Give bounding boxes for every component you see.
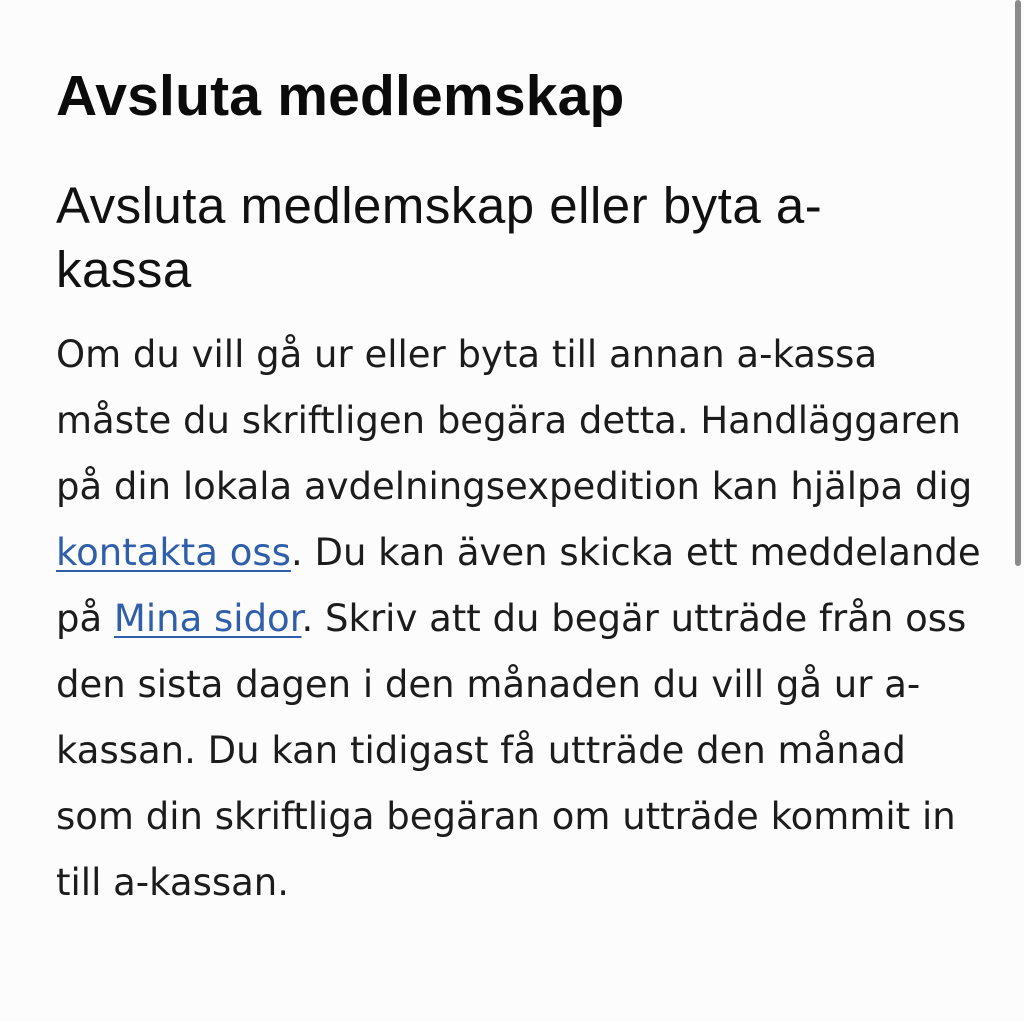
article bbox=[56, 58, 981, 916]
contact-us-link[interactable]: kontakta oss bbox=[56, 531, 291, 574]
body-text-part-1: Om du vill gå ur eller byta till annan a-kassa måste du skriftligen begära detta. Handläggaren på din lokala avdelningsexpedition kan hjälpa dig bbox=[56, 333, 973, 508]
body-text-part-3: . Skriv att du begär utträde från oss den sista dagen i den månaden du vill gå ur a-kassan. Du kan tidigast få utträde den månad som din skriftliga begäran om utträde kommit in till a-kassan. bbox=[56, 597, 967, 904]
body-paragraph bbox=[56, 322, 986, 916]
body-text-part-2: . Du kan även skicka ett meddelande på bbox=[56, 531, 981, 640]
my-pages-link[interactable]: Mina sidor bbox=[113, 597, 302, 640]
section-heading: Avsluta medlemskap eller byta a-kassa bbox=[56, 177, 823, 298]
page-title: Avsluta medlemskap bbox=[56, 64, 625, 128]
vertical-scrollbar[interactable] bbox=[1015, 0, 1021, 566]
